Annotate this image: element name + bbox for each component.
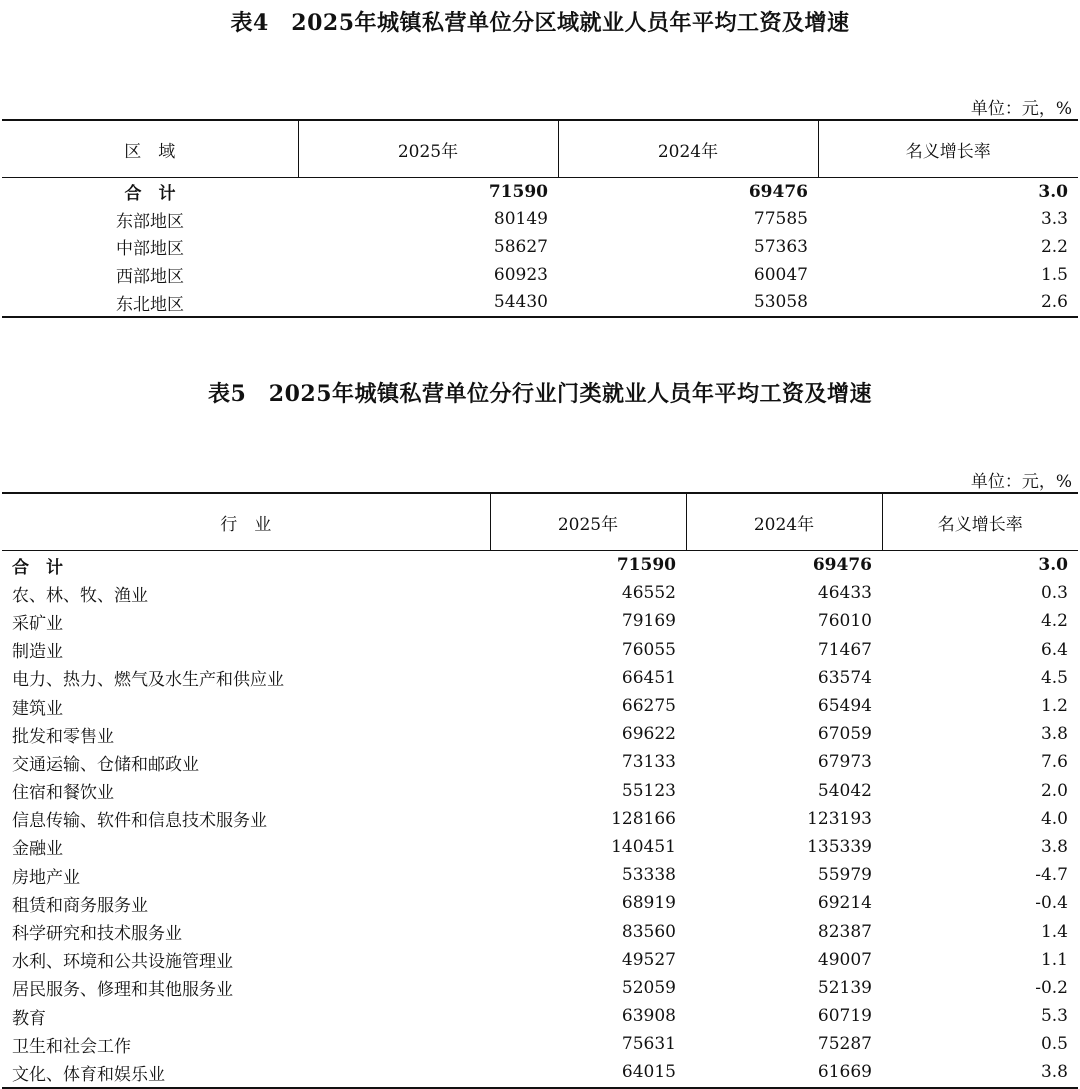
table5-cell-y2025: 79169 [621, 611, 676, 632]
table5-cell-growth: 4.5 [1040, 667, 1068, 688]
table4-cell-growth: 2.6 [818, 288, 1078, 317]
table4-cell-y2024: 53058 [558, 288, 818, 317]
table5-cell-name: 房地产业 [12, 867, 80, 888]
table5-row [2, 607, 1078, 635]
table5-cell-name: 电力、热力、燃气及水生产和供应业 [12, 670, 284, 691]
table5-cell-y2025: 71590 [616, 555, 676, 576]
table4-cell-y2024: 77585 [753, 209, 808, 230]
table5-cell-growth: 6.4 [1040, 639, 1068, 660]
table5-cell-y2024: 67973 [817, 752, 872, 773]
table4-cell-y2025: 54430 [298, 288, 558, 317]
table5-cell-name: 水利、环境和公共设施管理业 [12, 952, 233, 973]
table5-cell-y2024: 49007 [817, 949, 872, 970]
table4-cell-name: 西部地区 [116, 267, 184, 288]
table4-cell-y2024: 57363 [753, 236, 808, 257]
table5-cell-growth: 0.3 [1040, 583, 1068, 604]
table4-cell-y2025: 80149 [493, 209, 548, 230]
table5-header-industry: 行 业 [2, 493, 490, 551]
table4-cell-growth: 1.5 [1040, 264, 1068, 285]
table5-cell-y2025: 52059 [621, 977, 676, 998]
table5-row [2, 720, 1078, 748]
table5-row [2, 946, 1078, 974]
table4-cell-y2025: 71590 [488, 181, 548, 202]
table5 [2, 492, 1078, 1089]
table4-cell-growth: 2.2 [1040, 236, 1068, 257]
table5-header-2024: 2024年 [686, 493, 882, 551]
table5-cell-y2025: 66451 [621, 667, 676, 688]
table5-cell-y2025: 75631 [621, 1034, 676, 1055]
table5-row [2, 917, 1078, 945]
table5-cell-y2025: 49527 [621, 949, 676, 970]
table5-row [2, 664, 1078, 692]
table5-cell-growth: -0.4 [1035, 893, 1068, 914]
table5-cell-name: 金融业 [12, 839, 63, 860]
table5-cell-y2024: 67059 [817, 724, 872, 745]
table5-cell-y2024: 82387 [817, 921, 872, 942]
table4-cell-y2024: 60047 [753, 264, 808, 285]
table5-cell-name: 文化、体育和娱乐业 [2, 1058, 490, 1087]
table5-cell-name: 采矿业 [12, 613, 63, 634]
table5-cell-growth: 3.8 [1040, 724, 1068, 745]
table5-cell-growth: 1.2 [1040, 696, 1068, 717]
table5-cell-y2025: 69622 [621, 724, 676, 745]
table5-cell-growth: 4.0 [1040, 808, 1068, 829]
table5-cell-y2025: 68919 [621, 893, 676, 914]
table5-header-growth: 名义增长率 [882, 493, 1078, 551]
table4-cell-name: 东部地区 [116, 211, 184, 232]
table5-cell-y2024: 55979 [817, 865, 872, 886]
table4-cell-growth: 3.3 [1040, 209, 1068, 230]
table5-row [2, 805, 1078, 833]
table4-cell-y2025: 58627 [493, 236, 548, 257]
table5-cell-y2024: 76010 [817, 611, 872, 632]
table5-row [2, 636, 1078, 664]
table5-row [2, 1058, 1078, 1087]
table5-cell-y2025: 63908 [621, 1006, 676, 1027]
table5-cell-y2024: 46433 [817, 583, 872, 604]
table5-cell-name: 卫生和社会工作 [12, 1036, 131, 1057]
table5-cell-growth: -0.2 [1035, 977, 1068, 998]
table5-cell-y2025: 76055 [621, 639, 676, 660]
table5-row [2, 692, 1078, 720]
table5-cell-growth: 4.2 [1040, 611, 1068, 632]
table4-header-growth: 名义增长率 [818, 120, 1078, 178]
table5-cell-growth: 1.1 [1040, 949, 1068, 970]
table5-cell-y2025: 83560 [621, 921, 676, 942]
table5-cell-growth: -4.7 [1035, 865, 1068, 886]
table4-row [2, 233, 1078, 261]
table5-cell-name: 批发和零售业 [12, 726, 114, 747]
table5-cell-y2024: 71467 [817, 639, 872, 660]
table4-cell-name: 中部地区 [116, 239, 184, 260]
table5-cell-name: 合 计 [12, 557, 63, 578]
table5-total-row [2, 551, 1078, 580]
table5-cell-y2025: 140451 [611, 836, 676, 857]
table4-unit: 单位：元，% [970, 99, 1072, 119]
table5-cell-name: 科学研究和技术服务业 [12, 924, 182, 945]
table5-cell-growth: 3.8 [1040, 836, 1068, 857]
table5-cell-growth: 3.8 [882, 1058, 1078, 1087]
table5-row [2, 861, 1078, 889]
table5-row [2, 579, 1078, 607]
table5-row [2, 1030, 1078, 1058]
table5-cell-growth: 1.4 [1040, 921, 1068, 942]
table4-cell-y2024: 69476 [748, 181, 808, 202]
table4-row [2, 261, 1078, 289]
table5-cell-y2025: 66275 [621, 696, 676, 717]
table5-cell-name: 租赁和商务服务业 [12, 895, 148, 916]
table5-header-2025: 2025年 [490, 493, 686, 551]
table5-row [2, 974, 1078, 1002]
table5-cell-growth: 3.0 [1038, 555, 1068, 576]
table5-row [2, 748, 1078, 776]
table5-cell-name: 交通运输、仓储和邮政业 [12, 754, 199, 775]
table5-cell-name: 建筑业 [12, 698, 63, 719]
table5-cell-y2024: 54042 [817, 780, 872, 801]
table4-cell-y2025: 60923 [493, 264, 548, 285]
table5-cell-name: 居民服务、修理和其他服务业 [12, 980, 233, 1001]
table4-total-row [2, 178, 1078, 206]
table4 [2, 119, 1078, 318]
table5-cell-name: 教育 [12, 1008, 46, 1029]
table4-cell-growth: 3.0 [1038, 181, 1068, 202]
table5-cell-y2024: 65494 [817, 696, 872, 717]
table4-cell-name: 东北地区 [2, 288, 298, 317]
table5-cell-y2024: 135339 [807, 836, 872, 857]
table5-header-row [2, 493, 1078, 551]
table5-cell-growth: 5.3 [1040, 1006, 1068, 1027]
table5-unit: 单位：元，% [970, 472, 1072, 492]
table5-cell-y2024: 63574 [817, 667, 872, 688]
table5-cell-y2024: 52139 [817, 977, 872, 998]
table5-cell-y2024: 60719 [817, 1006, 872, 1027]
table5-cell-y2025: 53338 [621, 865, 676, 886]
table5-cell-y2024: 123193 [807, 808, 872, 829]
table5-cell-growth: 7.6 [1040, 752, 1068, 773]
table5-cell-y2025: 64015 [490, 1058, 686, 1087]
table5-cell-name: 制造业 [12, 642, 63, 663]
table4-header-2025: 2025年 [298, 120, 558, 178]
table5-cell-y2025: 46552 [621, 583, 676, 604]
table5-row [2, 777, 1078, 805]
table5-cell-y2025: 55123 [621, 780, 676, 801]
table5-cell-y2024: 69476 [812, 555, 872, 576]
table5-cell-name: 信息传输、软件和信息技术服务业 [12, 811, 267, 832]
table5-cell-y2024: 69214 [817, 893, 872, 914]
table4-header-row [2, 120, 1078, 178]
table4-row [2, 206, 1078, 234]
table5-cell-y2025: 73133 [621, 752, 676, 773]
table5-cell-name: 农、林、牧、渔业 [12, 585, 148, 606]
table5-cell-y2025: 128166 [611, 808, 676, 829]
table5-cell-y2024: 75287 [817, 1034, 872, 1055]
table5-title: 表5 2025年城镇私营单位分行业门类就业人员年平均工资及增速 [207, 381, 873, 407]
table4-cell-name: 合 计 [124, 184, 176, 205]
table4-title: 表4 2025年城镇私营单位分区域就业人员年平均工资及增速 [230, 10, 850, 36]
table4-row [2, 288, 1078, 317]
table5-row [2, 889, 1078, 917]
table4-header-2024: 2024年 [558, 120, 818, 178]
table5-row [2, 833, 1078, 861]
table5-cell-name: 住宿和餐饮业 [12, 783, 114, 804]
table4-header-region: 区 域 [2, 120, 298, 178]
table5-cell-growth: 2.0 [1040, 780, 1068, 801]
table5-cell-growth: 0.5 [1040, 1034, 1068, 1055]
table5-row [2, 1002, 1078, 1030]
table5-cell-y2024: 61669 [686, 1058, 882, 1087]
